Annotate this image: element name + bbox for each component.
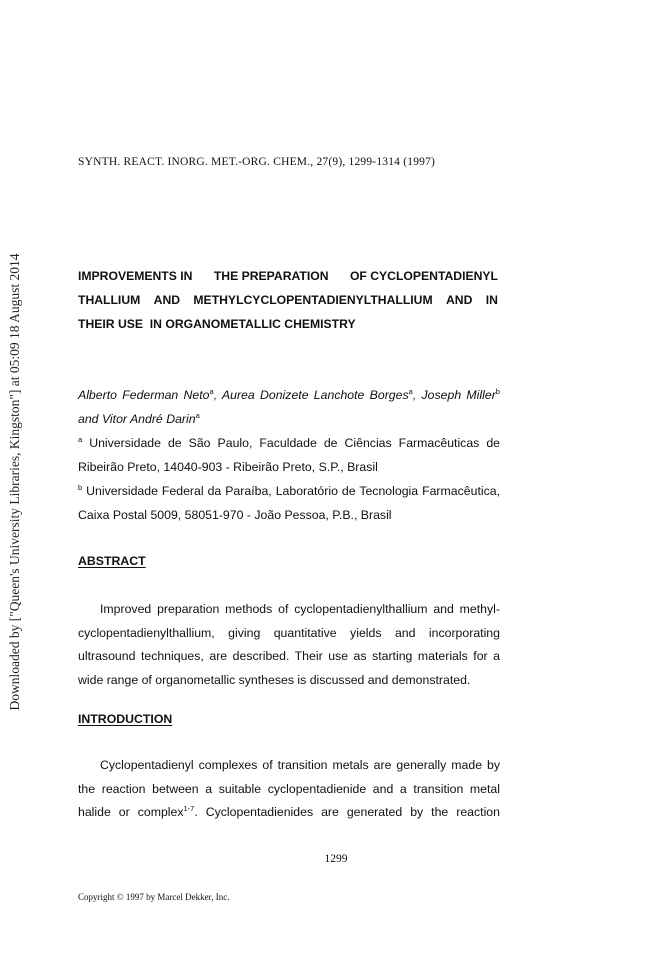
author-name: Alberto Federman Neto [78, 388, 210, 402]
author-name: Aurea Donizete Lanchote Borges [221, 388, 409, 402]
affiliation-b-cont: Caixa Postal 5009, 58051-970 - João Pessoa, P.B., Brasil [78, 508, 392, 522]
affiliation-a: $^a$ Universidade de São Paulo, Faculdade de Ciências Farmacêuticas de [78, 434, 500, 450]
page-number: 1299 [324, 853, 348, 865]
abstract-body [78, 598, 500, 692]
affiliation-b: $^b$ Universidade Federal da Paraíba, Laboratório de Tecnologia Farmacêutica, [78, 482, 500, 498]
abstract-line: cyclopentadienylthallium, giving quantitative yields and incorporating [78, 625, 500, 640]
author-line: and Vitor André Darin$^a$ [78, 410, 200, 426]
title-line-2: THALLIUM AND METHYLCYCLOPENTADIENYLTHALLIUM AND IN [78, 293, 498, 307]
author-line: Alberto Federman Neto$^a$, Aurea Donizete Lanchote Borges$^a$, Joseph Miller$^b$ [78, 386, 500, 402]
abstract-line: wide range of organometallic syntheses is discussed and demonstrated. [78, 672, 471, 687]
author-name: Joseph Miller [421, 388, 496, 402]
author-name: Vitor André Darin [101, 412, 196, 426]
citation-ref: 1-7 [183, 803, 195, 813]
title-line-1: IMPROVEMENTS IN THE PREPARATION OF CYCLOPENTADIENYL [78, 269, 498, 283]
abstract-heading: ABSTRACT [78, 554, 146, 568]
introduction-body [78, 754, 500, 825]
title-line-3: THEIR USE IN ORGANOMETALLIC CHEMISTRY [78, 317, 356, 331]
paper-title [78, 264, 498, 336]
copyright-notice: Copyright © 1997 by Marcel Dekker, Inc. [78, 892, 230, 902]
intro-line: Cyclopentadienyl complexes of transition metals are generally made by [100, 758, 500, 772]
intro-line: the reaction between a suitable cyclopentadienide and a transition metal [78, 781, 500, 796]
intro-line: halide or complex$^{1-7}$. Cyclopentadienides are generated by the reaction [78, 803, 500, 819]
download-watermark-text: Downloaded by ["Queen's University Libraries, Kingston"] at 05:09 18 August 2014 [7, 253, 22, 711]
journal-citation: SYNTH. REACT. INORG. MET.-ORG. CHEM., 27(9), 1299-1314 (1997) [78, 156, 436, 168]
affiliation-a-cont: Ribeirão Preto, 14040-903 - Ribeirão Preto, S.P., Brasil [78, 460, 378, 474]
abstract-line: Improved preparation methods of cyclopentadienylthallium and methyl- [100, 602, 500, 616]
download-watermark [6, 252, 24, 712]
introduction-heading: INTRODUCTION [78, 712, 173, 726]
abstract-line: ultrasound techniques, are described. Their use as starting materials for a [78, 649, 500, 663]
author-block [78, 383, 500, 527]
